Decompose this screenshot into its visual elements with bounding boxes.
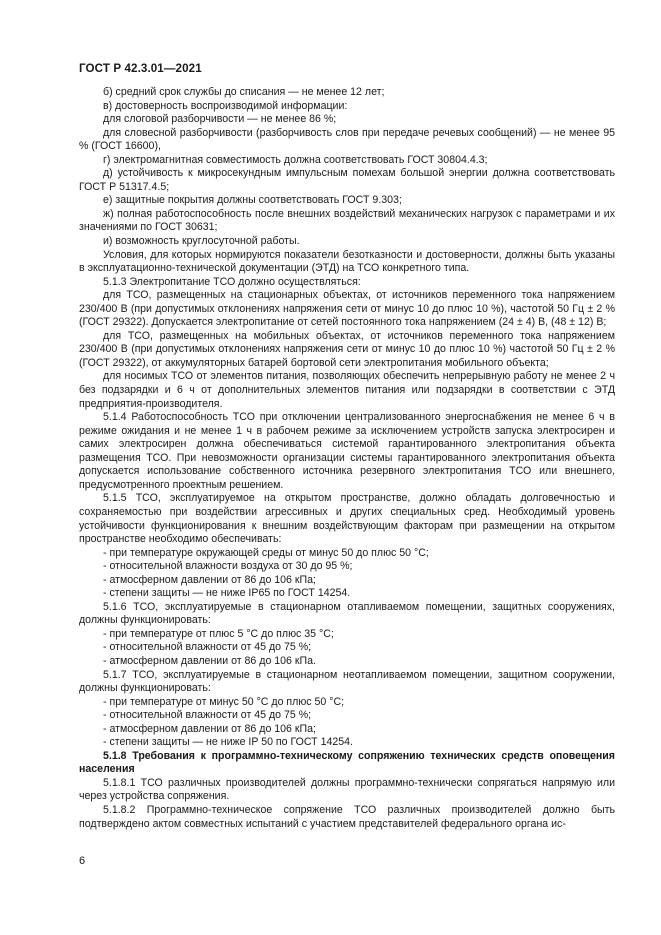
paragraph: для носимых ТСО от элементов питания, позволяющих обеспечить непрерывную работу не менее 2 ч без подзарядки и 6 ч от дополнительных элементов питания или подзарядки в соответствии с ЭТД предприятия-производителя. [79,370,615,410]
paragraph: 5.1.6 ТСО, эксплуатируемые в стационарном отапливаемом помещении, защитных сооружениях, должны функционировать: [79,600,615,627]
list-item: - относительной влажности от 45 до 75 %; [103,709,312,722]
list-item: - степени защиты — не ниже IP 50 по ГОСТ 14254. [103,736,353,749]
paragraph: для ТСО, размещенных на мобильных объектах, от источников переменного тока напряжением 230/400 В (при допустимых отклонениях напряжения сети от минус 10 до плюс 10 %) частотой 50 Гц ± 2 % (ГОСТ 29322), от аккумуляторных батарей бортовой сети электропитания мобильного объекта; [79,329,615,369]
paragraph: б) средний срок службы до списания — не менее 12 лет; [103,86,385,98]
paragraph: 5.1.5 ТСО, эксплуатируемое на открытом пространстве, должно обладать долговечностью и сохраняемостью при воздействии агрессивных и других специальных сред. Необходимый уровень устойчивости функционирования к внешним воздействующим факторам при размещении на открытом пространстве необходимо обеспечивать: [79,492,615,546]
paragraph: ж) полная работоспособность после внешних воздействий механических нагрузок с параметрами и их значениями по ГОСТ 30631; [79,207,615,234]
paragraph: для ТСО, размещенных на стационарных объектах, от источников переменного тока напряжением 230/400 В (при допустимых отклонениях напряжения сети от минус 10 до плюс 10 %), частотой 50 Гц ± 2 % (ГОСТ 29322). Допускается электропитание от сетей постоянного тока напряжением (24 ± 4) В, (48 ± 12) В; [79,289,615,329]
list-item: - атмосферном давлении от 86 до 106 кПа. [103,654,316,667]
list-item: - атмосферном давлении от 86 до 106 кПа; [103,722,316,735]
paragraph: 5.1.8.2 Программно-техническое сопряжение ТСО различных производителей должно быть подтверждено актом совместных испытаний с участием представителей федерального органа ис- [79,803,615,830]
paragraph: 5.1.8 Требования к программно-техническому сопряжению технических средств оповещения населения [79,749,615,776]
list-item: - относительной влажности воздуха от 30 до 95 %; [103,560,353,573]
list-item: - при температуре от минус 50 °С до плюс 50 °С; [103,695,345,708]
paragraph: 5.1.8.1 ТСО различных производителей должны программно-технически сопрягаться напрямую или через устройства сопряжения. [79,776,615,803]
list-item: - степени защиты — не ниже IP65 по ГОСТ 14254. [103,587,351,600]
paragraph: г) электромагнитная совместимость должна соответствовать ГОСТ 30804.4.3; [103,153,488,166]
page-number: 6 [79,855,86,867]
list-item: - атмосферном давлении от 86 до 106 кПа; [103,573,316,586]
list-item: - при температуре окружающей среды от минус 50 до плюс 50 °С; [103,546,429,559]
paragraph: е) защитные покрытия должны соответствовать ГОСТ 9.303; [103,194,402,207]
paragraph: для словесной разборчивости (разборчивость слов при передаче речевых сообщений) — не менее 95 % (ГОСТ 16600), [79,126,615,153]
paragraph: в) достоверность воспроизводимой информации: [103,99,348,112]
paragraph: для слоговой разборчивости — не менее 86 %; [103,113,337,126]
paragraph: 5.1.4 Работоспособность ТСО при отключении централизованного энергоснабжения не менее 6 ч в режиме ожидания и не менее 1 ч в рабочем режиме за исключением устройств запуска электросирен и самих электросирен должна обеспечиваться системой гарантированного электропитания объекта размещения ТСО. При невозможности организации системы гарантированного электропитания объекта допускается использование собственного источника резервного электропитания ТСО или внешнего, предусмотренного проектным решением. [79,411,615,491]
paragraph: и) возможность круглосуточной работы. [103,235,300,248]
paragraph: Условия, для которых нормируются показатели безотказности и достоверности, должны быть указаны в эксплуатационно-технической документации (ЭТД) на ТСО конкретного типа. [79,248,615,275]
document-body [79,86,615,831]
paragraph: д) устойчивость к микросекундным импульсным помехам большой энергии должна соответствовать ГОСТ Р 51317.4.5; [79,167,615,193]
list-item: - относительной влажности от 45 до 75 %; [103,641,312,654]
list-item: - при температуре от плюс 5 °С до плюс 35 °С; [103,627,334,640]
paragraph: 5.1.3 Электропитание ТСО должно осуществляться: [103,275,361,288]
paragraph: 5.1.7 ТСО, эксплуатируемые в стационарном неотапливаемом помещении, защитном сооружении, должны функционировать: [79,668,615,695]
document-header: ГОСТ Р 42.3.01—2021 [79,62,202,75]
